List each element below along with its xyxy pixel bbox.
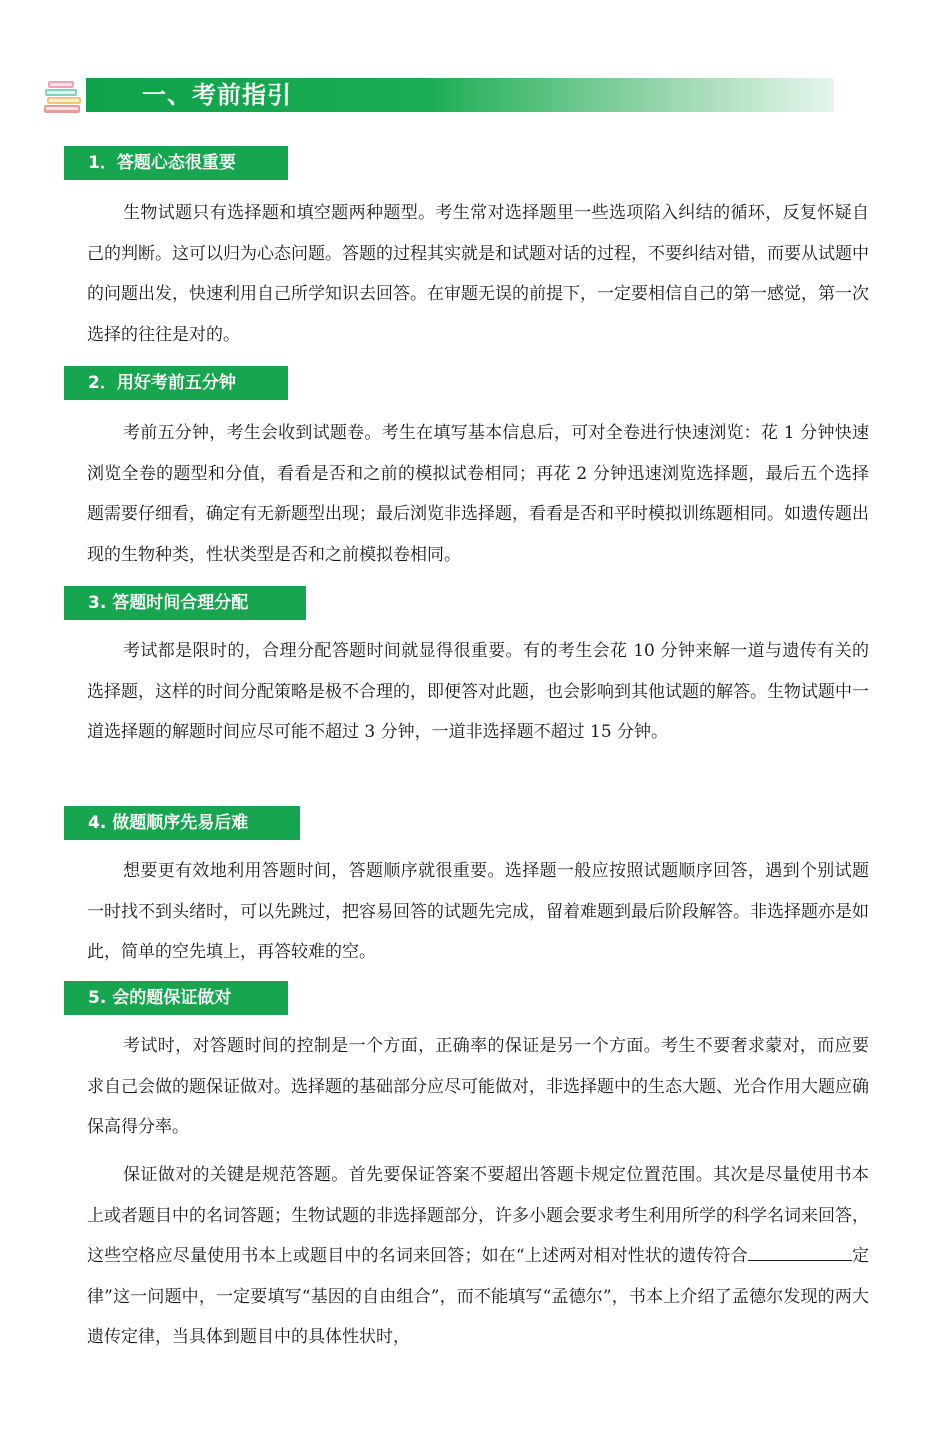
paragraph-2-after-blank: 定律”这一问题中，一定要填写“基因的自由组合”，而不能填写“孟德尔”，书本上介绍了孟德尔发现的两大遗传定律，当具体到题目中的具体性状时， <box>87 1246 869 1347</box>
section-5-paragraph-1: 考试时，对答题时间的控制是一个方面，正确率的保证是另一个方面。考生不要奢求蒙对，而应要求自己会做的题保证做对。选择题的基础部分应尽可能做对，非选择题中的生态大题、光合作用大题应确保高得分率。 <box>87 1036 869 1137</box>
section-2-paragraph: 考前五分钟，考生会收到试题卷。考生在填写基本信息后，可对全卷进行快速浏览：花 1 分钟快速浏览全卷的题型和分值，看看是否和之前的模拟试卷相同；再花 2 分钟迅速浏览选择题，最后五个选择题需要仔细看，确定有无新题型出现；最后浏览非选择题，看看是否和平时模拟训练题相同。如遗传题出现的生物种类，性状类型是否和之前模拟卷相同。 <box>87 423 869 565</box>
section-label-5: 5. 会的题保证做对 <box>64 981 288 1015</box>
books-icon <box>44 80 84 114</box>
section-label-4: 4. 做题顺序先易后难 <box>64 806 300 840</box>
section-5-paragraph-2 <box>87 1155 869 1358</box>
page-title: 一、考前指引 <box>142 81 292 109</box>
section-label-3: 3. 答题时间合理分配 <box>64 586 306 620</box>
section-3-paragraph: 考试都是限时的，合理分配答题时间就显得很重要。有的考生会花 10 分钟来解一道与遗传有关的选择题，这样的时间分配策略是极不合理的，即便答对此题，也会影响到其他试题的解答。生物试题中一道选择题的解题时间应尽可能不超过 3 分钟，一道非选择题不超过 15 分钟。 <box>87 641 869 742</box>
section-label-1: 1．答题心态很重要 <box>64 146 288 180</box>
fill-blank <box>748 1242 852 1261</box>
section-label-2: 2．用好考前五分钟 <box>64 366 288 400</box>
paragraph-2-before-blank: 保证做对的关键是规范答题。首先要保证答案不要超出答题卡规定位置范围。其次是尽量使用书本上或者题目中的名词答题；生物试题的非选择题部分，许多小题会要求考生利用所学的科学名词来回答，这些空格应尽量使用书本上或题目中的名词来回答；如在“上述两对相对性状的遗传符合 <box>87 1165 869 1266</box>
section-banner <box>44 78 834 114</box>
section-1-paragraph: 生物试题只有选择题和填空题两种题型。考生常对选择题里一些选项陷入纠结的循环，反复怀疑自己的判断。这可以归为心态问题。答题的过程其实就是和试题对话的过程，不要纠结对错，而要从试题中的问题出发，快速利用自己所学知识去回答。在审题无误的前提下，一定要相信自己的第一感觉，第一次选择的往往是对的。 <box>87 203 869 345</box>
section-4-paragraph: 想要更有效地利用答题时间，答题顺序就很重要。选择题一般应按照试题顺序回答，遇到个别试题一时找不到头绪时，可以先跳过，把容易回答的试题先完成，留着难题到最后阶段解答。非选择题亦是如此，简单的空先填上，再答较难的空。 <box>87 861 869 962</box>
